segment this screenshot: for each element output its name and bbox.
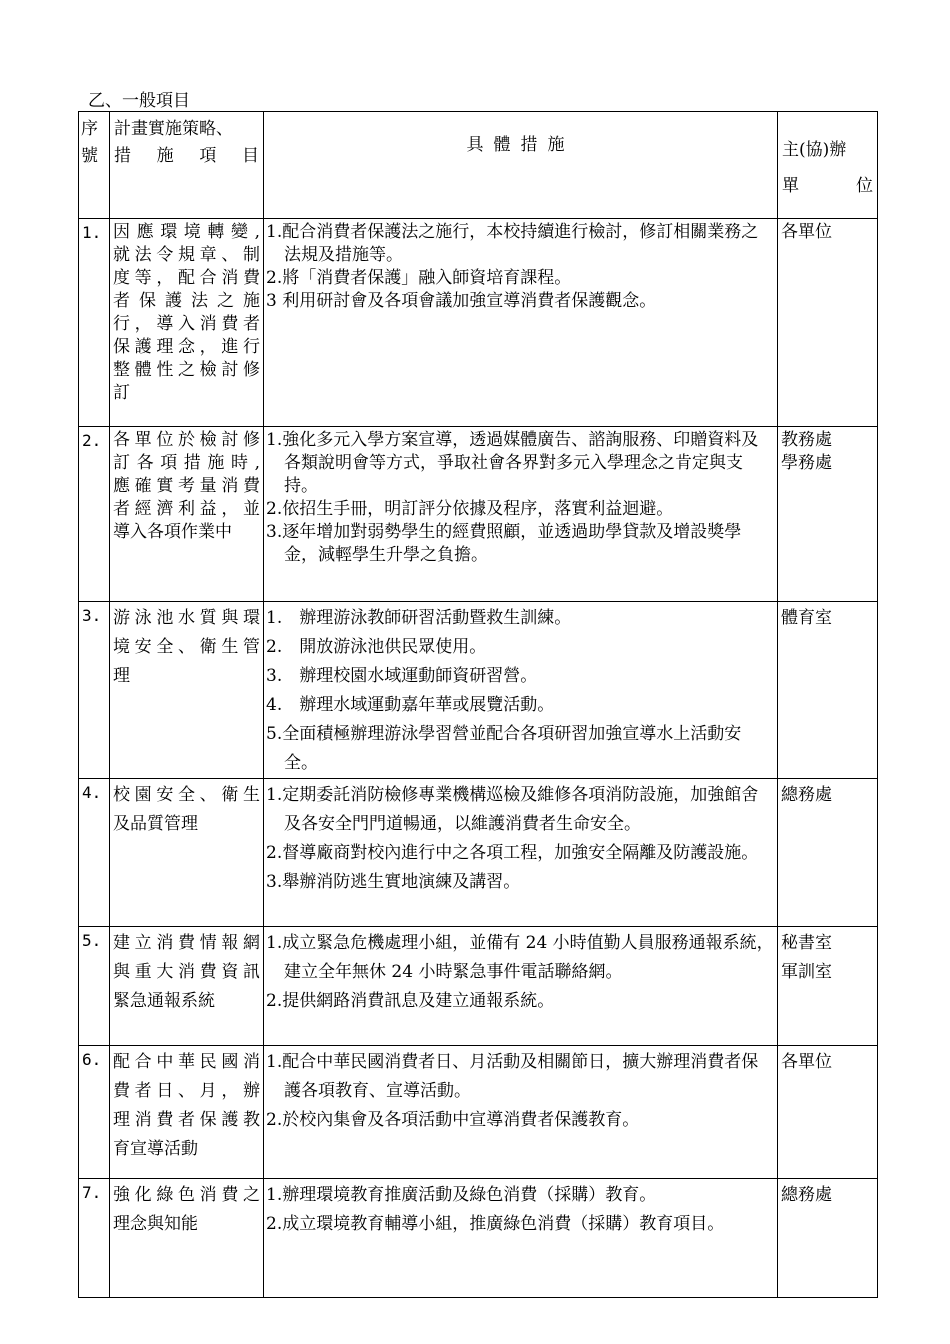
strategy-line: 理消費者保護教 xyxy=(113,1110,260,1130)
unit-name: 總務處 xyxy=(781,1185,832,1205)
strategy-line: 應確實考量消費 xyxy=(113,476,260,496)
strategy-line: 境安全、衛生管 xyxy=(113,637,260,657)
strategy-line: 因應環境轉變, xyxy=(113,222,260,242)
measure-item: 1.成立緊急危機處理小組，並備有 24 小時值勤人員服務通報系統，建立全年無休 24 小時緊急事件電話聯絡網。 xyxy=(266,933,774,982)
table-row xyxy=(79,1179,878,1298)
strategy-line: 各單位於檢討修 xyxy=(113,430,260,450)
row-measures xyxy=(264,219,778,427)
section-title: 乙、一般項目 xyxy=(88,91,190,111)
row-strategy xyxy=(110,927,264,1046)
measure-item: 1.配合消費者保護法之施行，本校持續進行檢討，修訂相關業務之法規及措施等。 xyxy=(266,222,759,265)
measure-item: 4. 辦理水域運動嘉年華或展覽活動。 xyxy=(266,695,555,715)
measure-item: 2.提供網路消費訊息及建立通報系統。 xyxy=(266,991,555,1011)
strategy-line: 費者日、月，辦 xyxy=(113,1081,260,1101)
strategy-line: 及品質管理 xyxy=(113,814,198,834)
strategy-line: 者經濟利益，並 xyxy=(113,499,260,519)
strategy-line: 理念與知能 xyxy=(113,1214,198,1234)
measure-item: 2.督導廠商對校內進行中之各項工程，加強安全隔離及防護設施。 xyxy=(266,843,759,863)
unit-name: 各單位 xyxy=(781,1052,832,1072)
row-number: 6. xyxy=(79,1046,110,1179)
unit-name: 軍訓室 xyxy=(781,962,832,982)
strategy-line: 訂 xyxy=(113,383,130,403)
strategy-line: 者保護法之施 xyxy=(113,291,260,311)
strategy-line: 游泳池水質與環 xyxy=(113,608,260,628)
row-strategy xyxy=(110,1046,264,1179)
strategy-line: 導入各項作業中 xyxy=(113,522,232,542)
strategy-line: 理 xyxy=(113,666,130,686)
strategy-line: 與重大消費資訊 xyxy=(113,962,260,982)
strategy-line: 行，導入消費者 xyxy=(113,314,260,334)
strategy-line: 度等，配合消費 xyxy=(113,268,260,288)
row-measures xyxy=(264,779,778,927)
row-measures xyxy=(264,1179,778,1298)
header-measures: 具體措施 xyxy=(264,112,778,219)
table-header-row xyxy=(79,112,878,219)
row-number: 3. xyxy=(79,602,110,779)
table-row xyxy=(79,427,878,602)
unit-name: 學務處 xyxy=(781,453,832,473)
row-units xyxy=(778,927,878,1046)
measure-item: 5.全面積極辦理游泳學習營並配合各項研習加強宣導水上活動安全。 xyxy=(266,724,742,773)
measure-item: 2.將「消費者保護」融入師資培育課程。 xyxy=(266,268,572,288)
row-number: 1. xyxy=(79,219,110,427)
strategy-line: 保護理念，進行 xyxy=(113,337,260,357)
header-strategy: 計畫實施策略、 措 施 項 目 xyxy=(110,112,264,219)
row-measures xyxy=(264,1046,778,1179)
table-row xyxy=(79,927,878,1046)
row-number: 4. xyxy=(79,779,110,927)
table-row xyxy=(79,779,878,927)
unit-name: 體育室 xyxy=(781,608,832,628)
unit-name: 秘書室 xyxy=(781,933,832,953)
row-strategy xyxy=(110,779,264,927)
strategy-line: 訂各項措施時, xyxy=(113,453,260,473)
strategy-line: 校園安全、衛生 xyxy=(113,785,260,805)
strategy-line: 強化綠色消費之 xyxy=(113,1185,260,1205)
row-number: 5. xyxy=(79,927,110,1046)
unit-name: 各單位 xyxy=(781,222,832,242)
row-measures xyxy=(264,427,778,602)
row-number: 2. xyxy=(79,427,110,602)
measure-item: 1.配合中華民國消費者日、月活動及相關節日，擴大辦理消費者保護各項教育、宣導活動。 xyxy=(266,1052,759,1101)
strategy-line: 整體性之檢討修 xyxy=(113,360,260,380)
measure-item: 2. 開放游泳池供民眾使用。 xyxy=(266,637,487,657)
table-row xyxy=(79,1046,878,1179)
unit-name: 教務處 xyxy=(781,430,832,450)
measure-item: 3 利用研討會及各項會議加強宣導消費者保護觀念。 xyxy=(266,291,657,311)
measure-item: 3.舉辦消防逃生實地演練及講習。 xyxy=(266,872,521,892)
strategy-line: 緊急通報系統 xyxy=(113,991,215,1011)
measure-item: 2.成立環境教育輔導小組，推廣綠色消費（採購）教育項目。 xyxy=(266,1214,725,1234)
row-measures xyxy=(264,927,778,1046)
strategy-line: 就法令規章、制 xyxy=(113,245,260,265)
measure-item: 1.辦理環境教育推廣活動及綠色消費（採購）教育。 xyxy=(266,1185,657,1205)
strategy-line: 配合中華民國消 xyxy=(113,1052,260,1072)
row-number: 7. xyxy=(79,1179,110,1298)
row-units xyxy=(778,1179,878,1298)
measure-item: 3. 辦理校園水域運動師資研習營。 xyxy=(266,666,538,686)
table-row xyxy=(79,219,878,427)
row-units xyxy=(778,1046,878,1179)
measure-item: 2.依招生手冊，明訂評分依據及程序，落實利益迴避。 xyxy=(266,499,674,519)
row-strategy xyxy=(110,1179,264,1298)
measure-item: 2.於校內集會及各項活動中宣導消費者保護教育。 xyxy=(266,1110,640,1130)
row-strategy xyxy=(110,427,264,602)
row-units xyxy=(778,427,878,602)
row-measures xyxy=(264,602,778,779)
row-strategy xyxy=(110,602,264,779)
measure-item: 3.逐年增加對弱勢學生的經費照顧，並透過助學貸款及增設獎學金，減輕學生升學之負擔。 xyxy=(266,522,742,565)
row-units xyxy=(778,779,878,927)
measure-item: 1.定期委託消防檢修專業機構巡檢及維修各項消防設施，加強館舍及各安全門門道暢通，以維護消費者生命安全。 xyxy=(266,785,759,834)
header-unit: 主(協)辦 單 位 xyxy=(778,112,878,219)
plan-table xyxy=(78,111,878,1298)
strategy-line: 建立消費情報網 xyxy=(113,933,260,953)
table-row xyxy=(79,602,878,779)
measure-item: 1. 辦理游泳教師研習活動暨救生訓練。 xyxy=(266,608,572,628)
unit-name: 總務處 xyxy=(781,785,832,805)
row-strategy xyxy=(110,219,264,427)
header-seq: 序 號 xyxy=(79,112,110,219)
measure-item: 1.強化多元入學方案宣導，透過媒體廣告、諮詢服務、印贈資料及各類說明會等方式，爭取社會各界對多元入學理念之肯定與支持。 xyxy=(266,430,759,496)
strategy-line: 育宣導活動 xyxy=(113,1139,198,1159)
row-units xyxy=(778,602,878,779)
row-units xyxy=(778,219,878,427)
